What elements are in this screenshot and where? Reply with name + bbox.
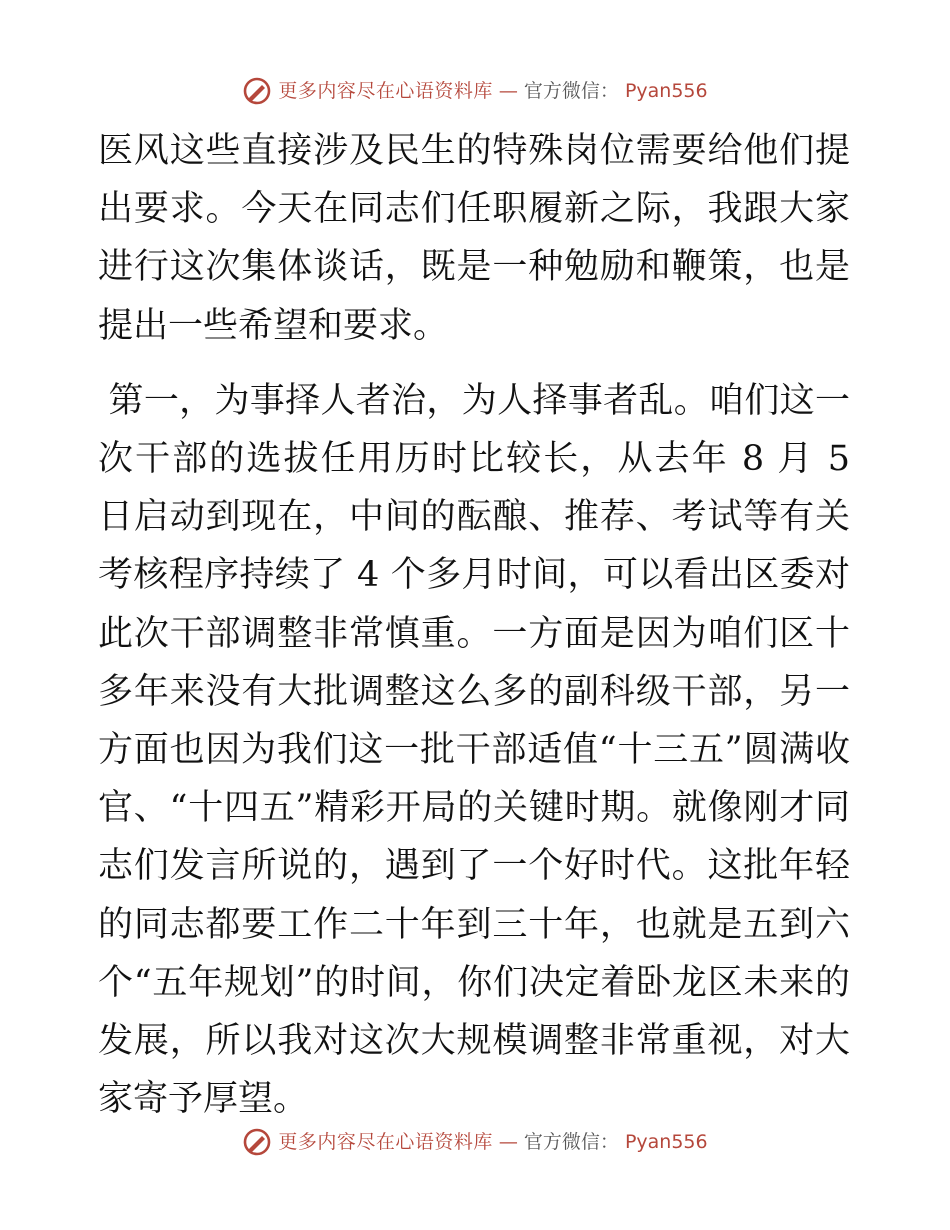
watermark-contact-id: Pyan556: [624, 1131, 708, 1153]
watermark-brand: 更多内容尽在心语资料库: [278, 1131, 493, 1153]
footer-watermark: [0, 1127, 950, 1157]
header-watermark: [0, 76, 950, 106]
watermark-brand: 更多内容尽在心语资料库: [278, 80, 493, 102]
watermark-dash: —: [498, 1131, 518, 1153]
document-body: [98, 122, 850, 1128]
paragraph-1: 医风这些直接涉及民生的特殊岗位需要给他们提出要求。今天在同志们任职履新之际，我跟大家进行这次集体谈话，既是一种勉励和鞭策，也是提出一些希望和要求。: [98, 131, 850, 346]
pen-logo-icon: [242, 1127, 272, 1157]
pen-logo-icon: [242, 76, 272, 106]
watermark-dash: —: [498, 80, 518, 102]
watermark-contact-label: 官方微信：: [523, 1131, 619, 1153]
paragraph-2: 第一，为事择人者治，为人择事者乱。咱们这一次干部的选拔任用历时比较长，从去年 8 月 5 日启动到现在，中间的酝酿、推荐、考试等有关考核程序持续了 4 个多月时间，可以看出区委对此次干部调整非常慎重。一方面是因为咱们区十多年来没有大批调整这么多的副科级干部，另一方面也因为我们这一批干部适值“十三五”圆满收官、“十四五”精彩开局的关键时期。就像刚才同志们发言所说的，遇到了一个好时代。这批年轻的同志都要工作二十年到三十年，也就是五到六个“五年规划”的时间，你们决定着卧龙区未来的发展，所以我对这次大规模调整非常重视，对大家寄予厚望。: [98, 380, 850, 1120]
watermark-contact-label: 官方微信：: [523, 80, 619, 102]
watermark-contact-id: Pyan556: [624, 80, 708, 102]
